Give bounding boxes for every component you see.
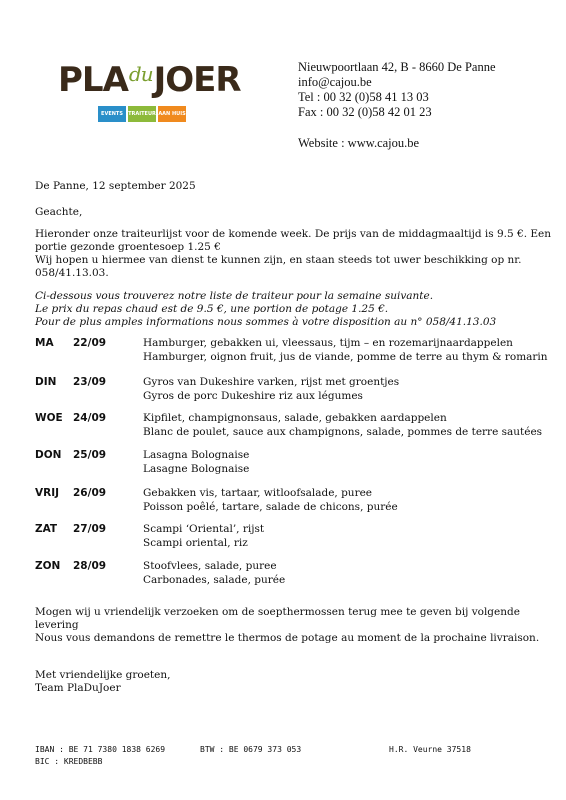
footer-hr: H.R. Veurne 37518 — [389, 745, 471, 754]
menu-day: DIN — [35, 376, 57, 388]
menu-dish-fr: Carbonades, salade, purée — [143, 574, 286, 586]
phone-number: Tel : 00 32 (0)58 41 13 03 — [298, 90, 429, 104]
menu-dish-fr: Poisson poêlé, tartare, salade de chicons, purée — [143, 501, 398, 513]
logo-tags — [98, 106, 186, 122]
intro-fr-line-3: Pour de plus amples informations nous sommes à votre disposition au n° 058/41.13.03 — [35, 316, 497, 328]
menu-dish-nl: Gebakken vis, tartaar, witloofsalade, puree — [143, 487, 373, 499]
menu-dish-fr: Hamburger, oignon fruit, jus de viande, pomme de terre au thym & romarin — [143, 351, 548, 363]
menu-date: 26/09 — [73, 487, 107, 499]
address-line: Nieuwpoortlaan 42, B - 8660 De Panne — [298, 60, 496, 74]
menu-date: 27/09 — [73, 523, 107, 535]
website-link[interactable]: Website : www.cajou.be — [298, 136, 420, 150]
menu-dish-nl: Scampi ‘Oriental’, rijst — [143, 523, 265, 535]
menu-date: 22/09 — [73, 337, 107, 349]
footer-btw: BTW : BE 0679 373 053 — [200, 745, 302, 754]
closing-nl-line-2: levering — [35, 619, 79, 631]
menu-row — [35, 376, 535, 404]
closing-fr: Nous vous demandons de remettre le thermos de potage au moment de la prochaine livraison. — [35, 632, 540, 644]
menu-dish-nl: Gyros van Dukeshire varken, rijst met groentjes — [143, 376, 400, 388]
logo-wordmark — [58, 60, 241, 104]
menu-dish-fr: Scampi oriental, riz — [143, 537, 248, 549]
salutation: Geachte, — [35, 206, 83, 218]
menu-day: VRIJ — [35, 487, 60, 499]
menu-row — [35, 560, 535, 588]
menu-row — [35, 412, 543, 440]
closing-greeting: Met vriendelijke groeten, — [35, 669, 171, 681]
company-logo — [58, 60, 241, 132]
company-address-block — [298, 60, 496, 151]
menu-day: MA — [35, 337, 54, 349]
intro-fr-line-1: Ci-dessous vous trouverez notre liste de traiteur pour la semaine suivante. — [35, 290, 434, 302]
logo-tag-traiteur: TRAITEUR — [128, 106, 156, 122]
intro-fr-line-2: Le prix du repas chaud est de 9.5 €, une portion de potage 1.25 €. — [35, 303, 389, 315]
menu-row — [35, 523, 535, 551]
fax-number: Fax : 00 32 (0)58 42 01 23 — [298, 105, 432, 119]
logo-part-pla: PLA — [58, 60, 128, 100]
menu-dish-nl: Stoofvlees, salade, puree — [143, 560, 277, 572]
letter-date: De Panne, 12 september 2025 — [35, 180, 196, 192]
menu-row — [35, 337, 548, 365]
closing-nl-line-1: Mogen wij u vriendelijk verzoeken om de soepthermossen terug mee te geven bij volgende — [35, 606, 520, 618]
intro-nl-line-3: Wij hopen u hiermee van dienst te kunnen zijn, en staan steeds tot uwer beschikking op nr. — [35, 254, 522, 266]
footer-bic: BIC : KREDBEBB — [35, 757, 103, 766]
menu-day: WOE — [35, 412, 63, 424]
email-link[interactable]: info@cajou.be — [298, 75, 372, 89]
intro-nl-line-4: 058/41.13.03. — [35, 267, 109, 279]
logo-part-du: du — [128, 62, 153, 86]
menu-dish-fr: Lasagne Bolognaise — [143, 463, 250, 475]
intro-nl-line-1: Hieronder onze traiteurlijst voor de komende week. De prijs van de middagmaaltijd is 9.5 €. Een — [35, 228, 552, 240]
menu-row — [35, 487, 535, 515]
menu-date: 28/09 — [73, 560, 107, 572]
menu-day: ZAT — [35, 523, 58, 535]
logo-tag-aan-huis: AAN HUIS — [158, 106, 186, 122]
logo-tag-events: EVENTS — [98, 106, 126, 122]
signature: Team PlaDuJoer — [35, 682, 121, 694]
menu-date: 23/09 — [73, 376, 107, 388]
menu-dish-nl: Hamburger, gebakken ui, vleessaus, tijm – en rozemarijnaardappelen — [143, 337, 513, 349]
menu-row — [35, 449, 535, 477]
footer-bank — [35, 744, 165, 768]
intro-nl-line-2: portie gezonde groentesoep 1.25 € — [35, 241, 221, 253]
menu-dish-fr: Blanc de poulet, sauce aux champignons, salade, pommes de terre sautées — [143, 426, 543, 438]
menu-dish-nl: Lasagna Bolognaise — [143, 449, 250, 461]
logo-part-joer: JOER — [153, 60, 241, 100]
menu-dish-fr: Gyros de porc Dukeshire riz aux légumes — [143, 390, 363, 402]
menu-dish-nl: Kipfilet, champignonsaus, salade, gebakken aardappelen — [143, 412, 447, 424]
menu-day: ZON — [35, 560, 61, 572]
menu-date: 24/09 — [73, 412, 107, 424]
menu-day: DON — [35, 449, 62, 461]
footer-iban: IBAN : BE 71 7380 1838 6269 — [35, 745, 166, 754]
menu-date: 25/09 — [73, 449, 107, 461]
